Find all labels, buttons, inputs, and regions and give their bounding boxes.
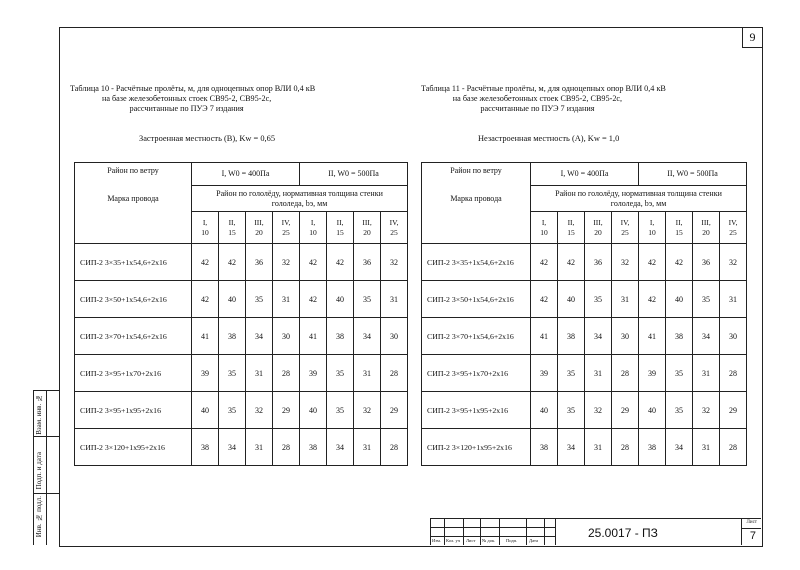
right-title-line-3: рассчитанные по ПУЭ 7 издания [480,104,595,113]
left-table-title [70,84,315,114]
side-stamp-label-replace: Взам. инв. № [35,394,43,435]
span-value: 40 [666,281,693,318]
side-stamp-label-sign: Подп. и дата [35,452,43,490]
wire-mark: СИП-2 3×95+1х95+2х16 [75,392,192,429]
table-row [75,355,408,392]
wind-header: Район по ветру [422,163,531,186]
span-value: 42 [558,244,585,281]
left-title-line-1: Таблица 10 - Расчётные пролёты, м, для одноцепных опор ВЛИ 0,4 кВ [70,84,316,93]
table-row [422,244,747,281]
span-value: 39 [300,355,327,392]
span-value: 31 [354,429,381,466]
stamp-line [444,518,445,545]
page-box-number: 9 [742,27,763,48]
ice-zone-roman: I, [202,217,208,227]
span-value: 42 [639,281,666,318]
span-value: 28 [381,429,408,466]
span-value: 31 [381,281,408,318]
side-stamp [33,390,59,545]
left-span-table [74,162,408,466]
span-value: 32 [612,244,639,281]
span-value: 31 [612,281,639,318]
wire-mark: СИП-2 3×50+1х54,6+2х16 [75,281,192,318]
left-title-line-3: рассчитанные по ПУЭ 7 издания [129,104,244,113]
stamp-line [741,518,742,545]
span-value: 41 [300,318,327,355]
ice-zone-thickness: 15 [567,227,575,237]
span-value: 38 [300,429,327,466]
span-value: 40 [558,281,585,318]
span-value: 42 [666,244,693,281]
right-condition: Незастроенная местность (А), Kw = 1,0 [478,134,620,143]
ice-zone-thickness: 20 [702,227,710,237]
span-value: 28 [381,355,408,392]
span-value: 34 [693,318,720,355]
side-stamp-border [33,390,34,545]
wire-mark: СИП-2 3×95+1х70+2х16 [422,355,531,392]
span-value: 35 [219,355,246,392]
ice-header: Район по гололёду, нормативная толщина стенки гололеда, bэ, мм [531,186,747,212]
span-value: 32 [693,392,720,429]
ice-zone [327,212,354,244]
span-value: 30 [381,318,408,355]
stamp-col-label: Лист [466,538,476,543]
wind-zone-2: II, W0 = 500Па [300,163,408,186]
span-value: 35 [693,281,720,318]
ice-zone-thickness: 25 [282,227,290,237]
span-value: 29 [381,392,408,429]
right-title-line-1: Таблица 11 - Расчётные пролёты, м, для одноцепных опор ВЛИ 0,4 кВ [421,84,666,93]
ice-zone-roman: II, [675,217,683,227]
table-row [75,281,408,318]
wire-mark: СИП-2 3×50+1х54,6+2х16 [422,281,531,318]
stamp-line [430,527,555,528]
right-span-table [421,162,747,466]
stamp-col-label: Кол. уч [446,538,460,543]
table-row [75,318,408,355]
ice-zone [192,212,219,244]
span-value: 41 [192,318,219,355]
span-value: 34 [246,318,273,355]
span-value: 38 [531,429,558,466]
left-title-line-2: на базе железобетонных стоек СВ95-2, СВ95-2с, [101,94,272,103]
wind-zone-2: II, W0 = 500Па [639,163,747,186]
span-value: 39 [639,355,666,392]
span-value: 35 [558,355,585,392]
span-value: 29 [720,392,747,429]
span-value: 32 [354,392,381,429]
ice-zone-thickness: 20 [594,227,602,237]
ice-zone-thickness: 20 [255,227,263,237]
ice-zone-thickness: 15 [675,227,683,237]
table-row [75,392,408,429]
span-value: 38 [666,318,693,355]
ice-zone-roman: IV, [728,217,738,227]
span-value: 35 [246,281,273,318]
ice-zone [246,212,273,244]
span-value: 42 [327,244,354,281]
wire-mark: СИП-2 3×35+1х54,6+2х16 [75,244,192,281]
span-value: 35 [327,355,354,392]
span-value: 42 [219,244,246,281]
span-value: 35 [666,355,693,392]
table-row [422,355,747,392]
span-value: 31 [354,355,381,392]
span-value: 34 [666,429,693,466]
wire-mark: СИП-2 3×95+1х70+2х16 [75,355,192,392]
stamp-col-label: Изм. [432,538,441,543]
stamp-line [499,518,500,545]
wind-zone-1: I, W0 = 400Па [531,163,639,186]
sheet-label: Лист [746,520,757,525]
side-stamp-divider [46,390,47,545]
table-row [75,244,408,281]
ice-zone-thickness: 25 [390,227,398,237]
ice-zone [273,212,300,244]
span-value: 28 [273,355,300,392]
span-value: 35 [354,281,381,318]
span-value: 28 [720,355,747,392]
ice-zone-roman: I, [541,217,547,227]
stamp-line [544,518,545,545]
span-value: 42 [192,281,219,318]
span-value: 36 [693,244,720,281]
span-value: 36 [246,244,273,281]
stamp-line [430,518,431,545]
ice-zone-roman: III, [593,217,603,227]
span-value: 42 [531,244,558,281]
stamp-col-label: Дата [529,538,538,543]
span-value: 38 [219,318,246,355]
span-value: 41 [531,318,558,355]
ice-zone-thickness: 10 [309,227,317,237]
ice-zone [612,212,639,244]
span-value: 36 [354,244,381,281]
sheet-number: 7 [749,530,756,542]
ice-zone [531,212,558,244]
stamp-line [741,528,761,529]
title-block [430,518,761,545]
span-value: 40 [300,392,327,429]
span-value: 32 [246,392,273,429]
ice-zone [720,212,747,244]
span-value: 42 [639,244,666,281]
mark-header: Марка провода [422,186,531,212]
table-row [422,429,747,466]
span-value: 31 [720,281,747,318]
side-stamp-row-bottom [33,493,59,494]
ice-zone-roman: IV, [620,217,630,227]
span-value: 31 [273,281,300,318]
stamp-col-label: № док. [482,538,496,543]
wire-mark: СИП-2 3×35+1х54,6+2х16 [422,244,531,281]
span-value: 39 [531,355,558,392]
mark-header-spacer [75,212,192,244]
ice-zone [585,212,612,244]
mark-header-spacer [422,212,531,244]
table-row [422,281,747,318]
ice-zone-roman: II, [567,217,575,227]
span-value: 29 [612,392,639,429]
span-value: 30 [720,318,747,355]
table-row [422,392,747,429]
stamp-line [463,518,464,545]
span-value: 40 [639,392,666,429]
span-value: 32 [720,244,747,281]
right-title-line-2: на базе железобетонных стоек СВ95-2, СВ95-2с, [452,94,623,103]
ice-zone [354,212,381,244]
span-value: 32 [381,244,408,281]
span-value: 30 [612,318,639,355]
wind-zone-1: I, W0 = 400Па [192,163,300,186]
span-value: 30 [273,318,300,355]
ice-zone-roman: III, [362,217,372,227]
span-value: 31 [585,355,612,392]
span-value: 28 [612,429,639,466]
ice-zone-roman: II, [336,217,344,227]
ice-zone-roman: III, [254,217,264,227]
ice-zone-roman: I, [310,217,316,227]
span-value: 36 [585,244,612,281]
span-value: 32 [273,244,300,281]
ice-zone-roman: IV, [389,217,399,227]
ice-zone-thickness: 15 [336,227,344,237]
span-value: 42 [300,281,327,318]
span-value: 34 [354,318,381,355]
ice-zone-roman: I, [649,217,655,227]
span-value: 35 [219,392,246,429]
span-value: 31 [246,355,273,392]
span-value: 42 [531,281,558,318]
span-value: 31 [693,355,720,392]
wire-mark: СИП-2 3×120+1х95+2х16 [75,429,192,466]
right-table-title [421,84,666,114]
ice-zone [639,212,666,244]
ice-zone-row [75,212,408,244]
span-value: 35 [585,281,612,318]
span-value: 41 [639,318,666,355]
ice-zone [558,212,585,244]
stamp-line [526,518,527,545]
span-value: 35 [558,392,585,429]
ice-zone [381,212,408,244]
ice-zone-thickness: 10 [540,227,548,237]
span-value: 34 [585,318,612,355]
ice-zone [219,212,246,244]
span-value: 38 [639,429,666,466]
stamp-col-label: Подп. [506,538,518,543]
span-value: 35 [666,392,693,429]
side-stamp-label-inventory: Инв. № подл. [35,496,43,538]
ice-zone [300,212,327,244]
span-value: 32 [585,392,612,429]
span-value: 38 [192,429,219,466]
span-value: 29 [273,392,300,429]
span-value: 39 [192,355,219,392]
ice-zone [693,212,720,244]
document-code: 25.0017 - ПЗ [588,526,658,540]
ice-zone-thickness: 10 [648,227,656,237]
ice-zone [666,212,693,244]
span-value: 31 [246,429,273,466]
ice-zone-roman: IV, [281,217,291,227]
ice-zone-thickness: 10 [201,227,209,237]
span-value: 28 [720,429,747,466]
span-value: 34 [327,429,354,466]
ice-zone-thickness: 25 [621,227,629,237]
stamp-line [430,536,555,537]
span-value: 38 [558,318,585,355]
span-value: 31 [585,429,612,466]
wire-mark: СИП-2 3×70+1х54,6+2х16 [422,318,531,355]
span-value: 28 [612,355,639,392]
stamp-line [480,518,481,545]
span-value: 42 [192,244,219,281]
table-row [422,318,747,355]
span-value: 40 [327,281,354,318]
left-condition: Застроенная местность (В), Kw = 0,65 [139,134,276,143]
ice-zone-roman: II, [228,217,236,227]
ice-zone-roman: III, [701,217,711,227]
wind-header: Район по ветру [75,163,192,186]
wire-mark: СИП-2 3×95+1х95+2х16 [422,392,531,429]
span-value: 34 [558,429,585,466]
ice-zone-thickness: 25 [729,227,737,237]
wire-mark: СИП-2 3×120+1х95+2х16 [422,429,531,466]
span-value: 35 [327,392,354,429]
span-value: 31 [693,429,720,466]
span-value: 40 [192,392,219,429]
mark-header: Марка провода [75,186,192,212]
span-value: 34 [219,429,246,466]
span-value: 28 [273,429,300,466]
side-stamp-row-mid [33,436,59,437]
span-value: 40 [531,392,558,429]
side-stamp-row-top [33,390,59,391]
span-value: 42 [300,244,327,281]
ice-header: Район по гололёду, нормативная толщина стенки гололеда, bэ, мм [192,186,408,212]
ice-zone-row [422,212,747,244]
ice-zone-thickness: 20 [363,227,371,237]
table-row [75,429,408,466]
wire-mark: СИП-2 3×70+1х54,6+2х16 [75,318,192,355]
ice-zone-thickness: 15 [228,227,236,237]
span-value: 40 [219,281,246,318]
stamp-line [555,518,556,545]
span-value: 38 [327,318,354,355]
